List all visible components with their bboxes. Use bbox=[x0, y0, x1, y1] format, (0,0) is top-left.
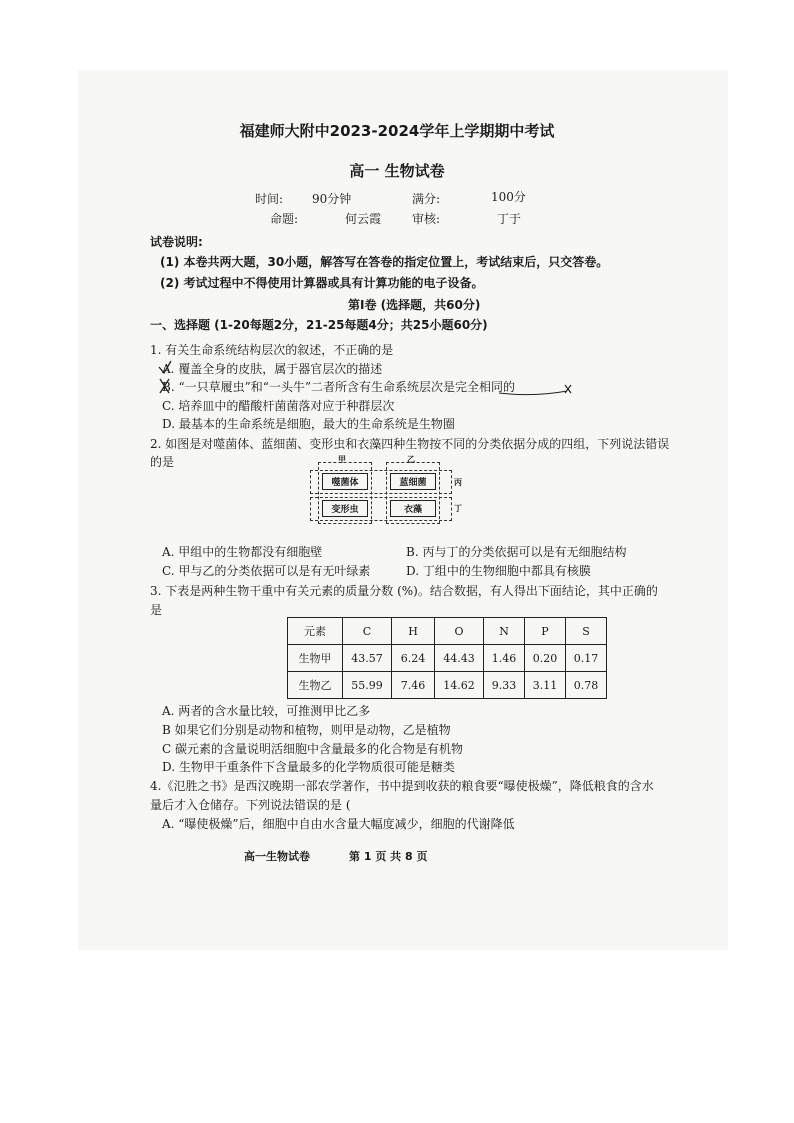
table-cell: 0.20 bbox=[525, 645, 566, 672]
table-header-cell: N bbox=[484, 618, 525, 645]
table-cell: 0.17 bbox=[566, 645, 607, 672]
table-cell: 55.99 bbox=[343, 672, 392, 699]
q1-stem: 1. 有关生命系统结构层次的叙述，不正确的是 bbox=[150, 343, 394, 357]
table-cell: 1.46 bbox=[484, 645, 525, 672]
table-header-cell: S bbox=[566, 618, 607, 645]
table-header-cell: 元素 bbox=[288, 618, 343, 645]
group-yi-label: 乙 bbox=[407, 455, 415, 464]
time-value: 90分钟 bbox=[312, 192, 352, 206]
q3-stem-line-2: 是 bbox=[150, 603, 163, 617]
table-header-cell: C bbox=[343, 618, 392, 645]
q2-option-c: C. 甲与乙的分类依据可以是有无叶绿素 bbox=[162, 564, 371, 578]
bacteriophage-box: 噬菌体 bbox=[322, 473, 368, 490]
table-cell: 3.11 bbox=[525, 672, 566, 699]
q2-option-a: A. 甲组中的生物都没有细胞壁 bbox=[162, 545, 323, 559]
exam-title: 福建师大附中2023-2024学年上学期期中考试 bbox=[239, 122, 555, 140]
q3-stem-line-1: 3. 下表是两种生物干重中有关元素的质量分数 (%)。结合数据，有人得出下面结论，其中正确的 bbox=[150, 584, 658, 598]
element-table bbox=[287, 617, 607, 699]
q3-option-c: C 碳元素的含量说明活细胞中含量最多的化合物是有机物 bbox=[162, 742, 463, 756]
handwritten-marks bbox=[155, 355, 585, 400]
q4-option-a: A. “曝使极燥”后，细胞中自由水含量大幅度减少，细胞的代谢降低 bbox=[162, 817, 515, 831]
table-header-row bbox=[288, 618, 607, 645]
table-cell: 0.78 bbox=[566, 672, 607, 699]
q3-option-a: A. 两者的含水量比较，可推测甲比乙多 bbox=[162, 704, 371, 718]
score-label: 满分: bbox=[412, 192, 441, 206]
time-label: 时间: bbox=[255, 192, 284, 206]
footer-page-number: 第 1 页 共 8 页 bbox=[349, 850, 428, 863]
author-value: 何云霞 bbox=[345, 212, 382, 226]
q2-stem-line-1: 2. 如图是对噬菌体、蓝细菌、变形虫和衣藻四种生物按不同的分类依据分成的四组，下列说法错误 bbox=[150, 437, 670, 451]
table-row bbox=[288, 672, 607, 699]
table-cell: 生物乙 bbox=[288, 672, 343, 699]
section-title: 一、选择题 (1-20每题2分，21-25每题4分；共25小题60分) bbox=[150, 318, 488, 332]
table-cell: 9.33 bbox=[484, 672, 525, 699]
q4-stem-line-2: 量后才入仓储存。下列说法错误的是 ( bbox=[150, 798, 351, 812]
part-title: 第I卷 (选择题，共60分) bbox=[348, 298, 481, 312]
group-ding-label: 丁 bbox=[454, 504, 462, 513]
q1-option-d: D. 最基本的生命系统是细胞，最大的生命系统是生物圈 bbox=[162, 417, 455, 431]
reviewer-value: 丁于 bbox=[497, 212, 522, 226]
footer-subject: 高一生物试卷 bbox=[244, 850, 310, 863]
table-cell: 44.43 bbox=[435, 645, 484, 672]
instruction-item-1: (1) 本卷共两大题，30小题，解答写在答卷的指定位置上，考试结束后，只交答卷。 bbox=[160, 255, 609, 269]
cyanobacteria-box: 蓝细菌 bbox=[390, 473, 436, 490]
table-cell: 7.46 bbox=[392, 672, 435, 699]
group-jia-label: 甲 bbox=[338, 455, 346, 464]
q1-option-a: A. 覆盖全身的皮肤，属于器官层次的描述 bbox=[162, 362, 383, 376]
author-label: 命题: bbox=[270, 212, 299, 226]
table-header-cell: O bbox=[435, 618, 484, 645]
q2-option-b: B. 丙与丁的分类依据可以是有无细胞结构 bbox=[406, 545, 627, 559]
table-row bbox=[288, 645, 607, 672]
q3-option-b: B 如果它们分别是动物和植物，则甲是动物，乙是植物 bbox=[162, 723, 451, 737]
instruction-item-2: (2) 考试过程中不得使用计算器或具有计算功能的电子设备。 bbox=[160, 276, 484, 290]
table-header-cell: H bbox=[392, 618, 435, 645]
exam-subtitle: 高一 生物试卷 bbox=[349, 162, 445, 180]
group-bing-label: 丙 bbox=[454, 478, 462, 487]
amoeba-box: 变形虫 bbox=[322, 500, 368, 517]
table-cell: 43.57 bbox=[343, 645, 392, 672]
table-header-cell: P bbox=[525, 618, 566, 645]
chlamydomonas-box: 衣藻 bbox=[390, 500, 436, 517]
q1-option-b: B. “一只草履虫”和“一头牛”二者所含有生命系统层次是完全相同的 bbox=[162, 380, 515, 394]
instructions-heading: 试卷说明: bbox=[150, 235, 203, 249]
q1-option-c: C. 培养皿中的醋酸杆菌菌落对应于种群层次 bbox=[162, 399, 395, 413]
table-cell: 6.24 bbox=[392, 645, 435, 672]
table-cell: 生物甲 bbox=[288, 645, 343, 672]
q2-option-d: D. 丁组中的生物细胞中都具有核膜 bbox=[406, 564, 591, 578]
q4-stem-line-1: 4.《氾胜之书》是西汉晚期一部农学著作，书中提到收获的粮食要“曝使极燥”，降低粮食的含水 bbox=[150, 779, 654, 793]
table-cell: 14.62 bbox=[435, 672, 484, 699]
q2-stem-line-2: 的是 bbox=[150, 455, 175, 469]
reviewer-label: 审核: bbox=[412, 212, 441, 226]
q3-option-d: D. 生物甲干重条件下含量最多的化学物质很可能是糖类 bbox=[162, 760, 455, 774]
score-value: 100分 bbox=[491, 190, 526, 204]
